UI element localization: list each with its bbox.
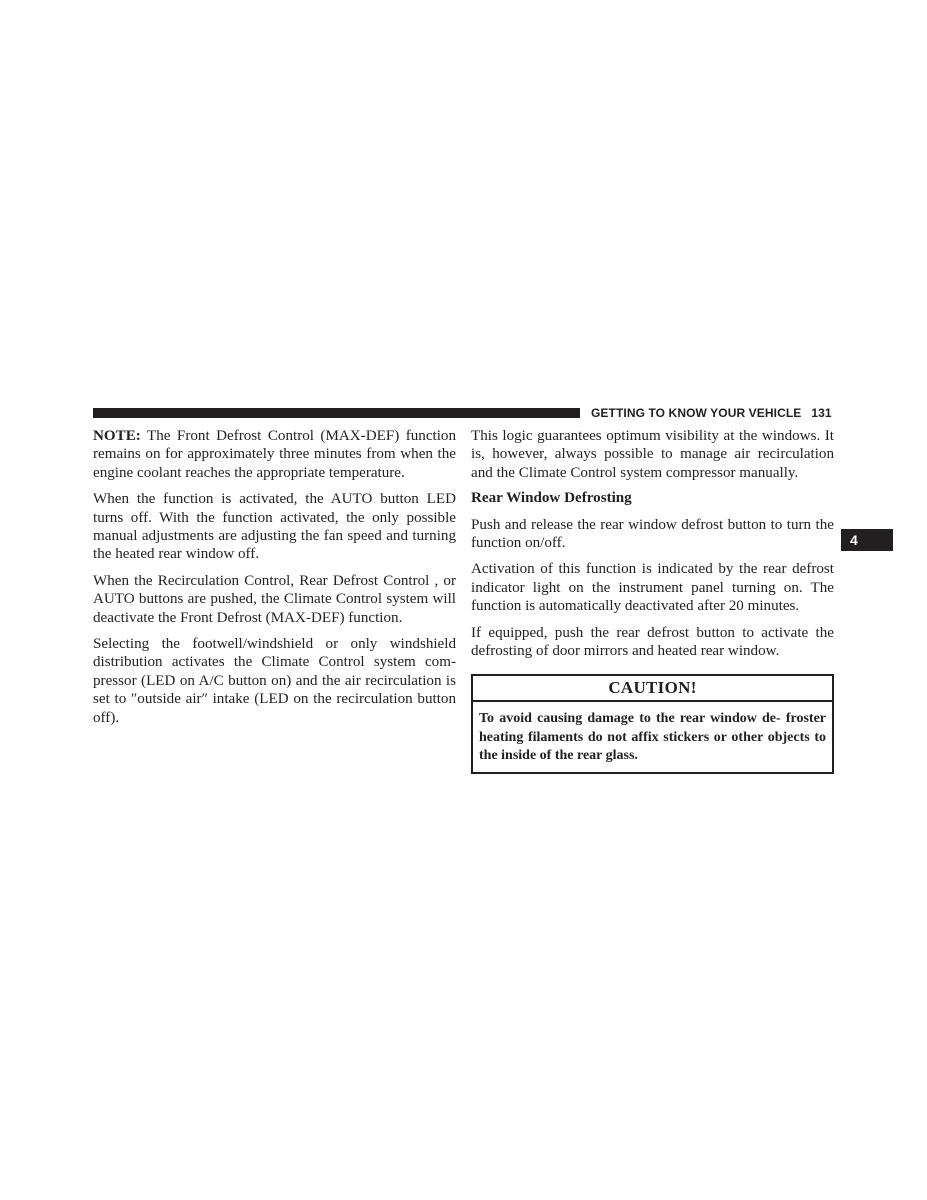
section-title: GETTING TO KNOW YOUR VEHICLE	[591, 406, 802, 420]
caution-box	[471, 674, 834, 773]
note-text: The Front Defrost Control (MAX-DEF) function remains on for approximately three minutes from when the engine coolant reaches the appropriate temperature.	[93, 428, 456, 481]
caution-title: CAUTION!	[473, 676, 832, 702]
running-header	[591, 404, 832, 422]
paragraph-visibility: This logic guarantees optimum visibility at the windows. It is, however, always possible to manage air recirculation and the Climate Control system compressor manually.	[471, 428, 834, 481]
header-rule	[93, 408, 580, 418]
left-column	[93, 427, 456, 735]
note-paragraph	[93, 427, 456, 482]
note-label: NOTE:	[93, 428, 141, 444]
caution-text: To avoid causing damage to the rear window de- froster heating filaments do not affix stickers or other objects to the inside of the rear glass.	[479, 711, 826, 764]
paragraph-distribution: Selecting the footwell/windshield or only windshield distribution activates the Climate Control system com- pressor (LED on A/C button on) and the air recirculation is set to ″outside air″ intake (LED on the recirculation button off).	[93, 636, 456, 726]
paragraph-auto-led: When the function is activated, the AUTO button LED turns off. With the function activated, the only possible manual adjustments are adjusting the fan speed and turning the heated rear window off.	[93, 491, 456, 563]
right-column	[471, 427, 834, 774]
paragraph-activation: Activation of this function is indicated by the rear defrost indicator light on the instrument panel turning on. The function is automatically deactivated after 20 minutes.	[471, 561, 834, 615]
paragraph-mirrors: If equipped, push the rear defrost button to activate the defrosting of door mirrors and heated rear window.	[471, 624, 834, 660]
section-heading: Rear Window Defrosting	[471, 490, 632, 507]
paragraph-push-release: Push and release the rear window defrost button to turn the function on/off.	[471, 516, 834, 552]
page-number: 131	[811, 406, 832, 420]
paragraph-deactivate: When the Recirculation Control, Rear Defrost Control , or AUTO buttons are pushed, the Climate Control system will deactivate the Front Defrost (MAX-DEF) function.	[93, 572, 456, 626]
chapter-tab: 4	[841, 529, 893, 551]
